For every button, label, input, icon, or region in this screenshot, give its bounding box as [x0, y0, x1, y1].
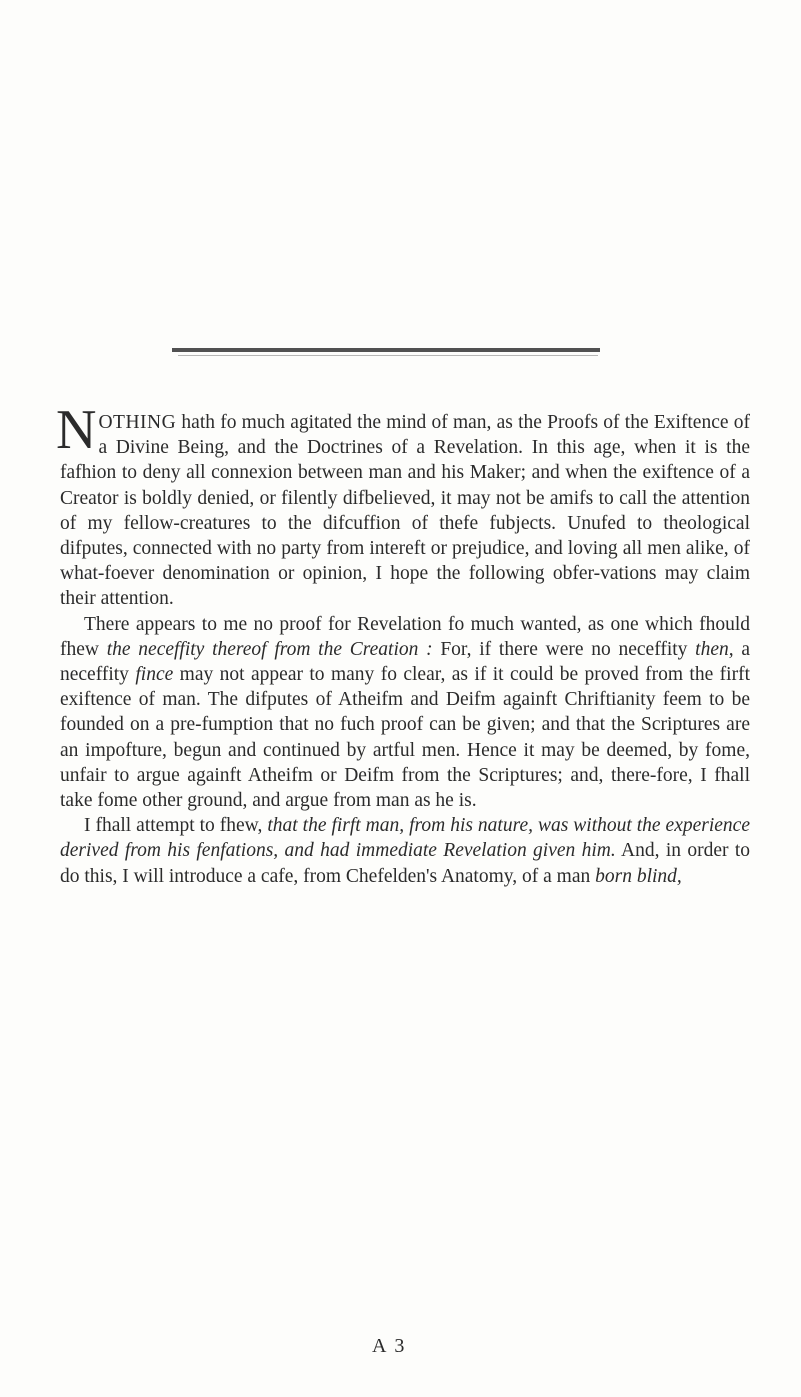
p2-text-a: There appears to me no proof for Revelation fo much wanted, as one which fhould fhew	[60, 613, 750, 660]
p2-text-c: a neceffity	[60, 638, 751, 686]
p2-italic-a: the neceffity thereof from the Creation :	[106, 638, 433, 660]
paragraph-3	[60, 813, 750, 889]
paragraph-1	[56, 399, 750, 612]
p3-text-b: And, in order to do this, I will introduce a cafe, from Chefelden's Anatomy, of a man	[60, 840, 751, 887]
body-text	[56, 399, 751, 889]
paragraph-2	[60, 612, 750, 814]
drop-cap: N	[56, 399, 97, 461]
header-rule	[172, 348, 600, 352]
p3-italic-a: that the firft man, from his nature, was without the experience derived from his fenfations, and had immediate Revelation given him.	[60, 815, 750, 862]
paragraph-1-text: hath fo much agitated the mind of man, as the Proofs of the Exiftence of a Divine Being, and the Doctrines of a Revelation. In this age, when it is the fafhion to deny all connexion between man and his Maker; and when the exiftence of a Creator is boldly denied, or filently difbelieved, it may not be amifs to call the attention of my fellow-creatures to the difcuffion of thefe fubjects. Unufed to theological difputes, connected with no party from intereft or prejudice, and loving all men alike, of what-foever denomination or opinion, I hope the following obfer-vations may claim their attention.	[60, 412, 750, 610]
first-word-rest: OTHING	[98, 412, 177, 433]
p2-italic-b: then,	[695, 638, 734, 660]
p3-text-a: I fhall attempt to fhew,	[84, 815, 268, 837]
p2-text-b: For, if there were no neceffity	[432, 638, 696, 660]
p2-text-d: may not appear to many fo clear, as if it could be proved from the firft exiftence of man. The difputes of Atheifm and Deifm againft Chriftianity feem to be founded on a pre-fumption that no fuch proof can be given; and that the Scriptures are an impofture, begun and continued by artful men. Hence it may be deemed, by fome, unfair to argue againft Atheifm or Deifm from the Scriptures; and, there-fore, I fhall take fome other ground, and argue from man as he is.	[60, 664, 750, 812]
p2-italic-c: fince	[135, 664, 174, 686]
header-rule-thin	[178, 355, 598, 356]
p3-italic-b: born blind,	[595, 865, 682, 887]
signature-mark: A 3	[372, 1335, 407, 1357]
